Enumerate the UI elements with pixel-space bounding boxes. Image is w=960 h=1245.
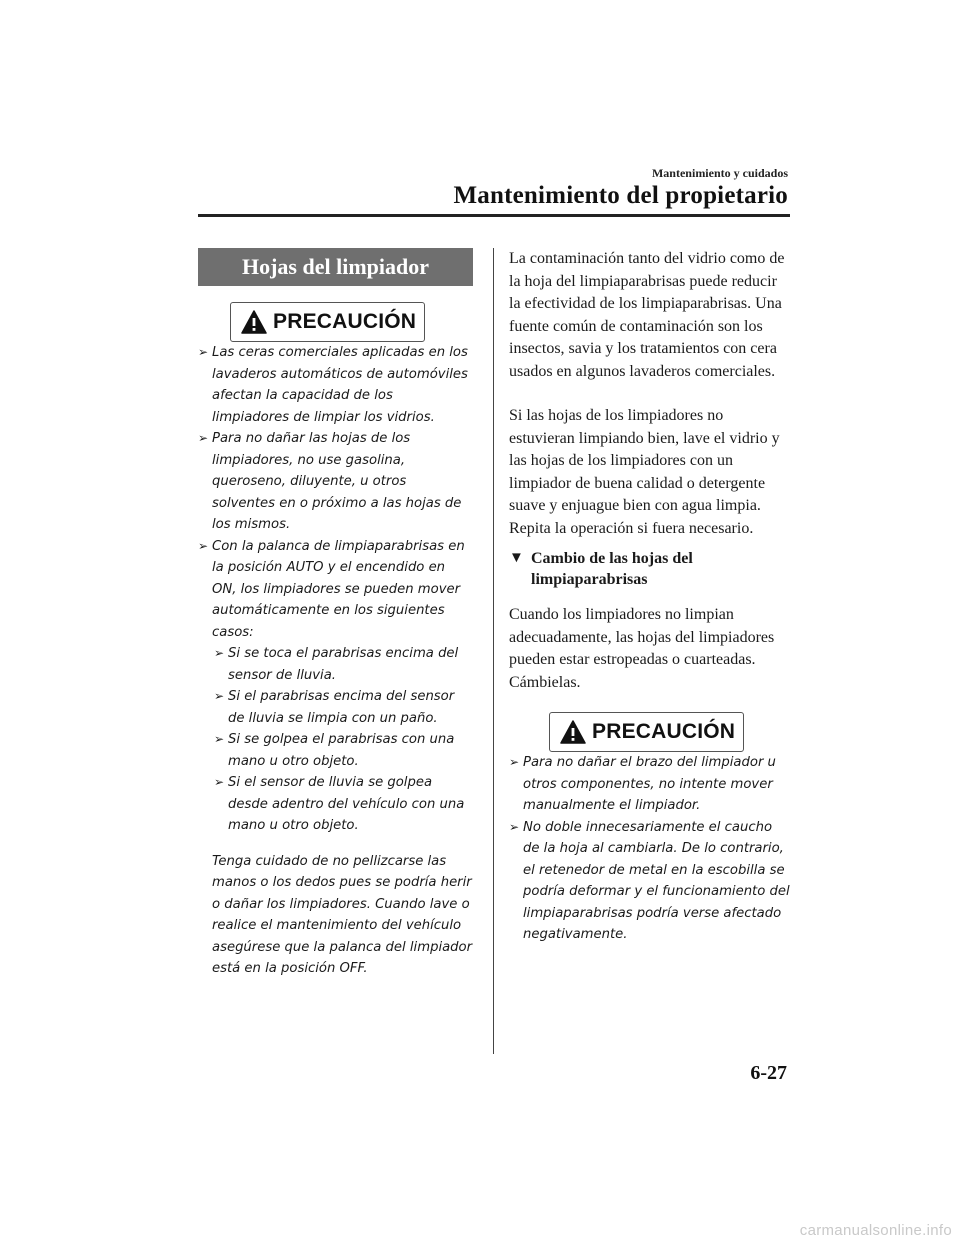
arrow-bullet-icon: ➢ (214, 689, 225, 703)
caution-note: Tenga cuidado de no pellizcarse las manos o los dedos pues se podría herir o dañar los limpiadores. Cuando lave o realice el mantenimiento del vehículo asegúrese que la palanca del limpiador está en la posición OFF. (212, 853, 473, 976)
arrow-bullet-icon: ➢ (509, 819, 520, 834)
header-section-title: Mantenimiento del propietario (453, 182, 788, 209)
list-item-text: Para no dañar las hojas de los limpiadores, no use gasolina, queroseno, diluyente, u otros solventes en o próximo a las hojas de los mismos. (212, 431, 462, 532)
paragraph-replace: Cuando los limpiadores no limpian adecuadamente, las hojas del limpiadores pueden estar estropeadas o cuarteadas. Cámbielas. (509, 606, 775, 691)
arrow-bullet-icon: ➢ (214, 646, 225, 660)
column-divider (493, 248, 494, 1054)
warning-triangle-icon (560, 720, 586, 744)
right-column (509, 248, 791, 946)
list-item (509, 752, 791, 817)
caution-box (230, 302, 425, 342)
list-item (198, 342, 473, 428)
list-item-text: Si se toca el parabrisas encima del sensor de lluvia. (228, 646, 459, 683)
list-item-text: Si el parabrisas encima del sensor de lluvia se limpia con un paño. (228, 689, 455, 726)
list-item (198, 428, 473, 536)
paragraph-cleaning: Si las hojas de los limpiadores no estuvieran limpiando bien, lave el vidrio y las hojas de los limpiadores con un limpiador de buena calidad o detergente suave y enjuague bien con agua limpia. Repita la operación si fuera necesario. (509, 407, 780, 537)
list-item (214, 643, 473, 686)
left-column (198, 248, 473, 980)
header-chapter: Mantenimiento y cuidados (651, 166, 788, 180)
header-rule (198, 214, 790, 217)
page-number: 6-27 (750, 1062, 787, 1084)
caution-label: PRECAUCIÓN (273, 310, 417, 333)
arrow-bullet-icon: ➢ (198, 538, 209, 553)
arrow-bullet-icon: ➢ (214, 732, 225, 746)
list-item-text: Con la palanca de limpiaparabrisas en la posición AUTO y el encendido en ON, los limpiadores se pueden mover automáticamente en los siguientes casos: (212, 538, 465, 640)
subheading-text: Cambio de las hojas del limpiaparabrisas (531, 550, 693, 588)
caution-label: PRECAUCIÓN (592, 720, 736, 743)
caution-bullet-list (509, 752, 791, 946)
list-item-text: Si se golpea el parabrisas con una mano u otro objeto. (228, 732, 455, 769)
arrow-bullet-icon: ➢ (198, 431, 209, 445)
sub-bullet-list (198, 643, 473, 837)
warning-triangle-icon (241, 310, 267, 334)
list-item (198, 536, 473, 644)
list-item (214, 686, 473, 729)
arrow-bullet-icon: ➢ (509, 755, 520, 769)
arrow-bullet-icon: ➢ (214, 775, 225, 789)
caution-bullet-list (198, 342, 473, 643)
paragraph-contamination: La contaminación tanto del vidrio como de la hoja del limpiaparabrisas puede reducir la efectividad de los limpiaparabrisas. Una fuente común de contaminación son los insectos, savia y los tratamientos con cera usados en algunos lavaderos comerciales. (509, 250, 785, 380)
watermark: carmanualsonline.info (799, 1222, 952, 1239)
down-triangle-icon: ▼ (509, 550, 524, 566)
list-item-text: Si el sensor de lluvia se golpea desde adentro del vehículo con una mano u otro objeto. (228, 775, 465, 833)
list-item-text: Para no dañar el brazo del limpiador u otros componentes, no intente mover manualmente el limpiador. (523, 755, 776, 813)
list-item-text: No doble innecesariamente el caucho de la hoja al cambiarla. De lo contrario, el retenedor de metal en la escobilla se podría deformar y el funcionamiento del limpiaparabrisas podría verse afectado negativamente. (523, 819, 790, 942)
list-item (214, 772, 473, 837)
list-item (214, 729, 473, 772)
subheading (509, 548, 791, 590)
caution-box (549, 712, 744, 752)
list-item-text: Las ceras comerciales aplicadas en los lavaderos automáticos de automóviles afectan la capacidad de los limpiadores de limpiar los vidrios. (212, 345, 468, 425)
section-title: Hojas del limpiador (198, 248, 473, 286)
list-item (509, 817, 791, 946)
arrow-bullet-icon: ➢ (198, 345, 209, 359)
